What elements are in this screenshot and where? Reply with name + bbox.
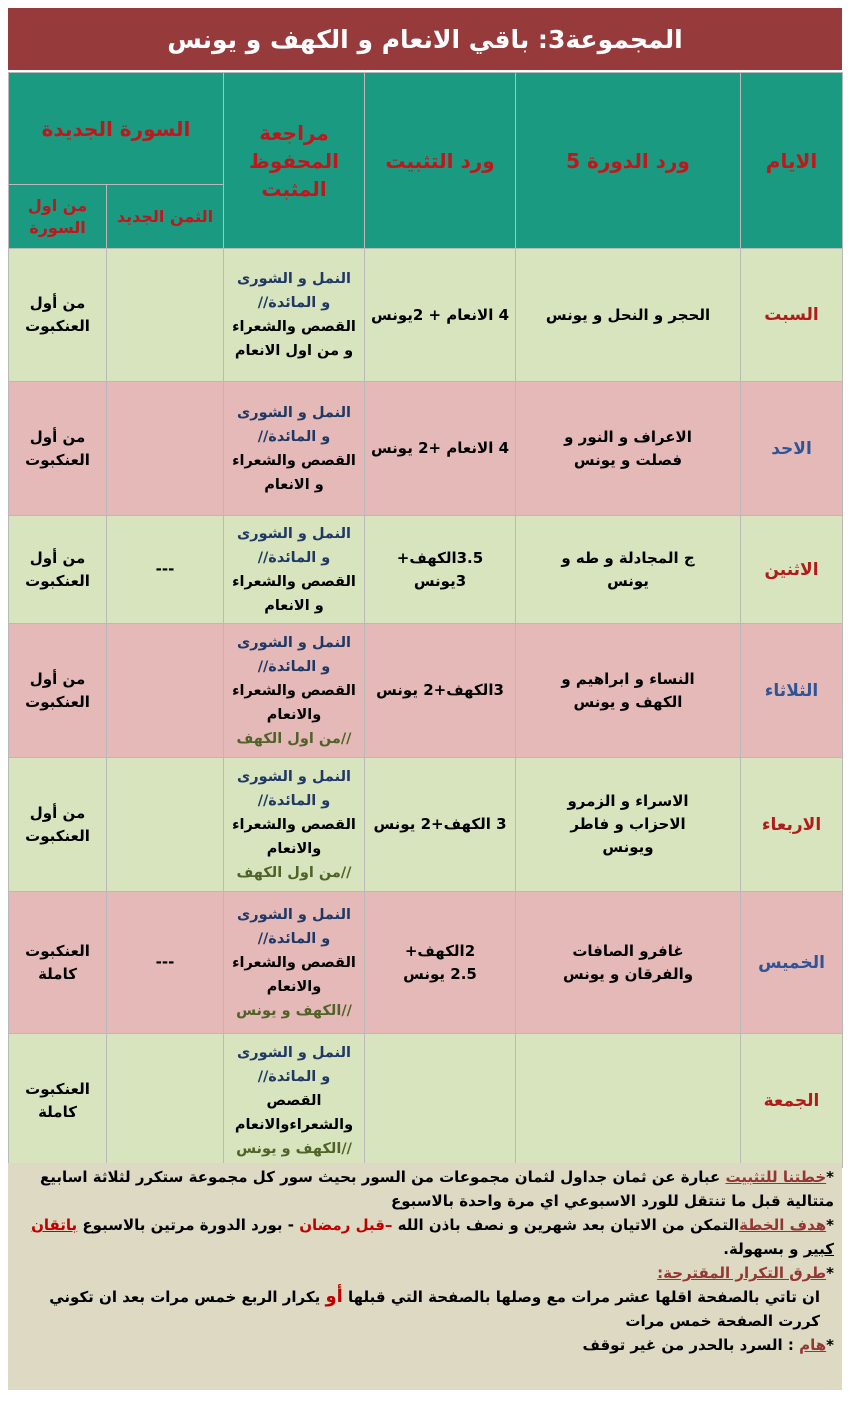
header-from-start-label: من اول السورة [27, 195, 88, 237]
notes-section [8, 1163, 842, 1390]
tathbit-cell [365, 892, 516, 1034]
table-row [9, 892, 843, 1034]
table-row [9, 1034, 843, 1168]
schedule-table [8, 72, 843, 1168]
from-start-cell [9, 249, 107, 382]
cycle-text: ج المجادلة و طه و يونس [561, 548, 695, 590]
review-part-a: النمل و الشورى و المائدة// [236, 525, 351, 566]
from-start-cell [9, 516, 107, 624]
table-row [9, 624, 843, 758]
note-method-b: يكرار الربع خمس مرات بعد ان تكوني كررت الصفحة خمس مرات [49, 1288, 820, 1330]
from-start-cell [9, 1034, 107, 1168]
note-methods-label: طرق التكرار المقترحة: [657, 1264, 827, 1282]
review-cell [224, 382, 365, 516]
from-start-cell [9, 892, 107, 1034]
new-eighth-cell: --- [107, 892, 224, 1034]
cycle-cell [516, 892, 741, 1034]
new-eighth-cell [107, 382, 224, 516]
cycle-cell [516, 516, 741, 624]
note-method-or: أو [325, 1286, 343, 1307]
new-eighth-cell [107, 624, 224, 758]
note-important-label: هام [799, 1336, 827, 1354]
day-cell: السبت [741, 249, 843, 382]
review-part-a: النمل و الشورى و المائدة// [236, 906, 351, 947]
review-part-a: النمل و الشورى و المائدة// [236, 1044, 351, 1085]
cycle-text: الحجر و النحل و يونس [545, 305, 711, 324]
review-part-a: النمل و الشورى و المائدة// [236, 634, 351, 675]
review-part-a: النمل و الشورى و المائدة// [236, 271, 351, 311]
review-part-c: //من اول الكهف [236, 730, 352, 747]
review-part-b: القصص والشعراء والانعام [232, 816, 356, 857]
table-row [9, 758, 843, 892]
review-part-b: القصص والشعراء و الانعام [232, 452, 356, 493]
review-cell [224, 758, 365, 892]
header-new-eighth: الثمن الجديد [107, 185, 224, 249]
header-days: الايام [741, 73, 843, 249]
review-cell [224, 249, 365, 382]
tathbit-text: 2الكهف+ 2.5 يونس [403, 941, 477, 983]
review-part-a: النمل و الشورى و المائدة// [236, 404, 351, 445]
new-eighth-cell [107, 758, 224, 892]
review-cell [224, 624, 365, 758]
header-review-label: مراجعة المحفوظ المثبت [249, 120, 339, 201]
note-goal-text-1: التمكن من الاتيان بعد شهرين و نصف باذن الله [392, 1216, 740, 1234]
new-eighth-cell [107, 1034, 224, 1168]
note-method-a: ان تاتي بالصفحة اقلها عشر مرات مع وصلها بالصفحة التي قبلها [342, 1288, 820, 1306]
table-row [9, 516, 843, 624]
review-cell [224, 1034, 365, 1168]
cycle-text: الاعراف و النور و فصلت و يونس [564, 427, 692, 469]
from-start-text: من أول العنكبوت [25, 294, 90, 335]
note-plan-label: خطتنا للتثبيت [725, 1168, 827, 1186]
note-important: *هام : السرد بالحدر من غير توقف [582, 1336, 834, 1354]
from-start-text: من أول العنكبوت [25, 548, 90, 590]
tathbit-cell: 4 الانعام + 2يونس [365, 249, 516, 382]
day-cell: الاربعاء [741, 758, 843, 892]
tathbit-cell [365, 516, 516, 624]
cycle-cell [516, 249, 741, 382]
review-part-a: النمل و الشورى و المائدة// [236, 768, 351, 809]
header-new-surah: السورة الجديدة [9, 73, 224, 185]
review-part-c: //الكهف و يونس [236, 1140, 352, 1157]
review-cell [224, 516, 365, 624]
note-goal-text-2: - بورد الدورة مرتين بالاسبوع [77, 1216, 300, 1234]
header-tathbit: ورد التثبيت [365, 73, 516, 249]
from-start-cell [9, 758, 107, 892]
cycle-text: الاسراء و الزمرو الاحزاب و فاطر ويونس [567, 792, 689, 856]
review-part-c: //الكهف و يونس [236, 1002, 352, 1019]
review-part-b: القصص والشعراء و من اول الانعام [232, 319, 356, 359]
header-review [224, 73, 365, 249]
from-start-cell [9, 624, 107, 758]
review-part-b: القصص والشعراء والانعام [232, 682, 356, 723]
from-start-text: العنكبوت كاملة [25, 941, 90, 983]
tathbit-cell: 3 الكهف+2 يونس [365, 758, 516, 892]
review-part-c: //من اول الكهف [236, 864, 352, 881]
review-part-b: القصص والشعراء و الانعام [232, 573, 356, 614]
new-eighth-cell [107, 249, 224, 382]
tathbit-cell: 3الكهف+2 يونس [365, 624, 516, 758]
day-cell: الجمعة [741, 1034, 843, 1168]
day-cell: الثلاثاء [741, 624, 843, 758]
cycle-cell [516, 624, 741, 758]
header-cycle: ورد الدورة 5 [516, 73, 741, 249]
review-part-b: القصص والشعراءوالانعام [234, 1092, 354, 1133]
from-start-text: العنكبوت كاملة [25, 1079, 90, 1121]
cycle-text: غافرو الصافات والفرقان و يونس [562, 941, 694, 983]
from-start-text: من أول العنكبوت [25, 803, 90, 845]
table-row [9, 249, 843, 382]
note-important-text: : السرد بالحدر من غير توقف [582, 1336, 800, 1354]
new-eighth-cell: --- [107, 516, 224, 624]
page-title: المجموعة3: باقي الانعام و الكهف و يونس [8, 8, 842, 70]
day-cell: الخميس [741, 892, 843, 1034]
note-plan-text: عبارة عن ثمان جداول لثمان مجموعات من السور بحيث سور كل مجموعة ستكرر لثلاثة اسابيع متتالية قبل ما تنتقل للورد الاسبوعي اي مرة واحدة بالاسبوع [40, 1168, 834, 1210]
note-goal: *هدف الخطةالتمكن من الاتيان بعد شهرين و نصف باذن الله –قبل رمضان - بورد الدورة مرتين بالاسبوع باتقان كبير و بسهولة. [31, 1216, 834, 1258]
day-cell: الاحد [741, 382, 843, 516]
note-goal-end: و بسهولة. [723, 1240, 804, 1258]
note-goal-itqan: باتقان [31, 1216, 78, 1234]
tathbit-text: 3.5الكهف+ 3يونس [396, 548, 484, 590]
note-method-detail [18, 1285, 834, 1333]
note-goal-kabir: كبير [803, 1240, 834, 1258]
from-start-text: من أول العنكبوت [25, 427, 90, 469]
note-goal-label: هدف الخطة [739, 1216, 827, 1234]
tathbit-cell: 4 الانعام +2 يونس [365, 382, 516, 516]
cycle-cell [516, 1034, 741, 1168]
tathbit-cell [365, 1034, 516, 1168]
review-cell [224, 892, 365, 1034]
table-row [9, 382, 843, 516]
note-plan: *خطتنا للتثبيت عبارة عن ثمان جداول لثمان مجموعات من السور بحيث سور كل مجموعة ستكرر لثلاثة اسابيع متتالية قبل ما تنتقل للورد الاسبوعي اي مرة واحدة بالاسبوع [40, 1168, 834, 1210]
review-part-b: القصص والشعراء والانعام [232, 954, 356, 995]
from-start-cell [9, 382, 107, 516]
cycle-text: النساء و ابراهيم و الكهف و يونس [561, 669, 695, 711]
note-methods: *طرق التكرار المقترحة: [657, 1264, 834, 1282]
note-goal-before-ramadan: –قبل رمضان [299, 1216, 393, 1234]
cycle-cell [516, 382, 741, 516]
from-start-text: من أول العنكبوت [25, 669, 90, 711]
header-from-start [9, 185, 107, 249]
cycle-cell [516, 758, 741, 892]
day-cell: الاثنين [741, 516, 843, 624]
